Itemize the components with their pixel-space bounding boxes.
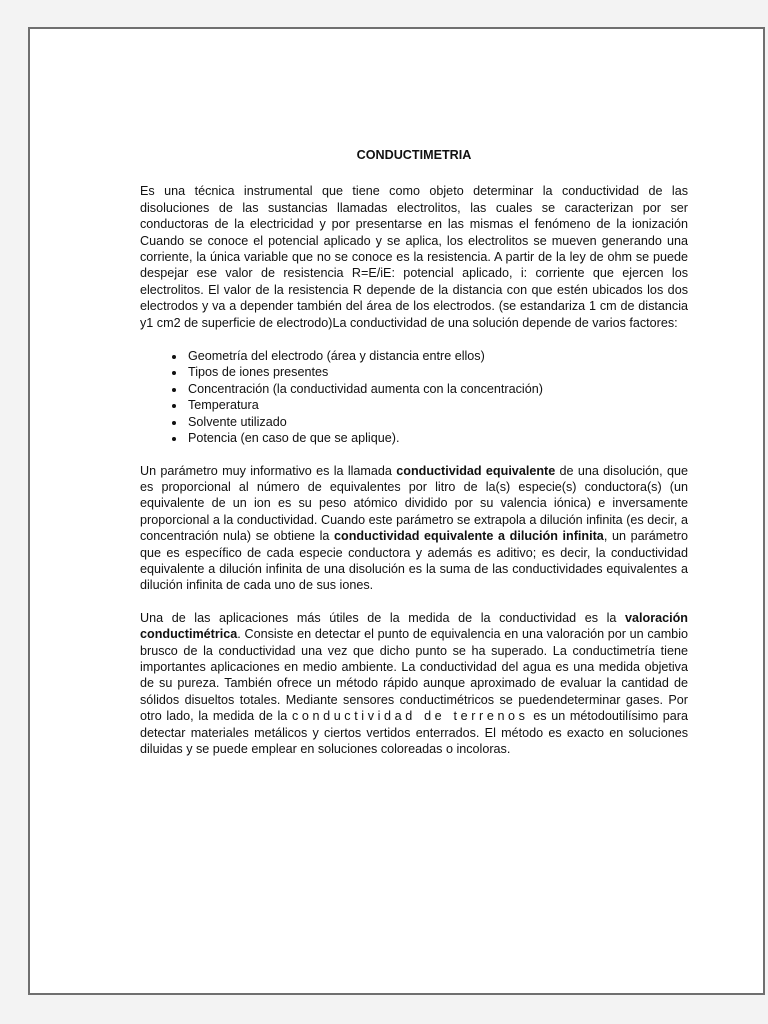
list-item: • Solvente utilizado [186,414,688,430]
intro-paragraph: Es una técnica instrumental que tiene como objeto determinar la conductividad de las disoluciones de las sustancias llamadas electrolitos, las cuales se caracterizan por ser conductoras de la electricidad y por presentarse en las mismas el fenómeno de la ionización Cuando se conoce el potencial aplicado y se aplica, los electrolitos se mueven generando una corriente, la única variable que no se conoce es la resistencia. A partir de la ley de ohm se puede despejar ese valor de resistencia R=E/iE: potencial aplicado, i: corriente que ejercen los electrolitos. El valor de la resistencia R depende de la distancia con que estén ubicados los dos electrodos y va a depender también del área de los electrodos. (se estandariza 1 cm de distancia y1 cm2 de superficie de electrodo)La conductividad de una solución depende de varios factores: [140,184,688,330]
text-run: de una disolución, que es proporcional al número de equivalentes por litro de la(s) especie(s) conductora(s) (un equivalente de un ion es su peso atómico dividido por su valencia iónica) e inversamente proporcional a la conductividad. Cuando este parámetro se extrapola a dilución infinita (es decir, a concentración nula) se obtiene la [140,463,688,544]
list-item: • Temperatura [186,397,688,413]
bold-term: conductividad equivalente [396,463,556,478]
text-run: . Consiste en detectar el punto de equivalencia en una valoración por un cambio brusco de la conductividad una vez que dicho punto se ha superado. La conductimetría tiene importantes aplicaciones en medio ambiente. La conductividad del agua es una medida objetiva de su pureza. También ofrece un método rápido aunque aproximado de evaluar la cantidad de sólidos disueltos totales. Mediante sensores conductimétricos se puedendeterminar gases. Por otro lado, la medida de la [140,627,688,724]
document-title: CONDUCTIMETRIA [356,148,472,162]
list-item: • Concentración (la conductividad aumenta con la concentración) [186,381,688,397]
document-page [28,27,765,995]
text-run: es un métodoutilísimo para detectar materiales metálicos y ciertos vertidos enterrados. El método es exacto en soluciones diluidas y se puede emplear en soluciones coloreadas o incoloras. [140,709,688,756]
list-item: • Tipos de iones presentes [186,364,688,380]
spaced-term: conductividad de terrenos [291,709,529,724]
list-item: • Geometría del electrodo (área y distancia entre ellos) [186,348,688,364]
bold-term: valoración conductimétrica [140,610,688,642]
factors-list [140,348,688,446]
equivalent-conductivity-paragraph [140,463,688,594]
text-run: , un parámetro que es específico de cada especie conductora y además es aditivo; es decir, la conductividad equivalente a dilución infinita de una disolución es la suma de las conductividades equivalentes a dilución infinita de cada uno de sus iones. [140,529,688,593]
text-run: Un parámetro muy informativo es la llamada [140,463,397,478]
applications-paragraph [140,610,688,758]
text-run: Una de las aplicaciones más útiles de la medida de la conductividad es la [140,610,625,625]
document-body [140,147,688,757]
list-item: • Potencia (en caso de que se aplique). [186,430,688,446]
bold-term: conductividad equivalente a dilución infinita [334,529,604,544]
